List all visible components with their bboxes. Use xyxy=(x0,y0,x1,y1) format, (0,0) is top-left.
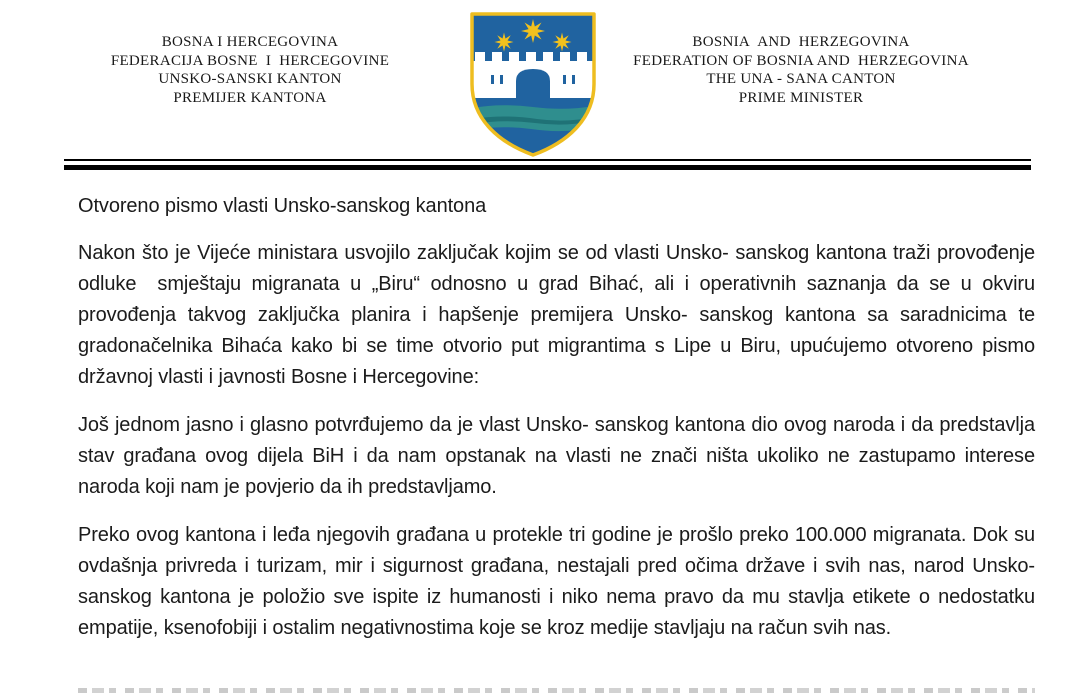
divider-thick-line xyxy=(64,165,1031,170)
header-line: FEDERATION OF BOSNIA AND HERZEGOVINA xyxy=(633,52,969,69)
header-left-bosnian xyxy=(64,33,436,107)
header-line: BOSNIA AND HERZEGOVINA xyxy=(692,34,910,50)
letter-body xyxy=(78,191,1035,661)
header-line: BOSNA I HERCEGOVINA xyxy=(161,34,339,50)
header-line: FEDERACIJA BOSNE I HERCEGOVINE xyxy=(110,52,390,69)
emblem-bridge-arch xyxy=(516,69,550,98)
coat-of-arms xyxy=(465,8,601,160)
header-line: UNSKO-SANSKI KANTON xyxy=(158,71,342,87)
header-line: PRIME MINISTER xyxy=(738,89,864,106)
clipped-next-line-top xyxy=(78,688,1035,693)
letter-title: Otvoreno pismo vlasti Unsko-sanskog kantona xyxy=(78,195,487,217)
header-line: PREMIJER KANTONA xyxy=(173,89,327,106)
header-divider xyxy=(64,159,1031,170)
divider-thin-line xyxy=(64,159,1031,161)
letter-paragraph: Preko ovog kantona i leđa njegovih građana u protekle tri godine je prošlo preko 100.000 migranata. Dok su ovdašnja privreda i turizam, mir i sigurnost građana, nestajali pred očima države i svih nas, narod Unsko- sanskog kantona je položio sve ispite iz humanosti i niko nema pravo da mu stavlja etikete o nedostatku empatije, ksenofobiji i ostalim negativnostima koje se kroz medije stavljaju na račun svih nas. xyxy=(78,524,1035,639)
letter-paragraph: Još jednom jasno i glasno potvrđujemo da je vlast Unsko- sanskog kantona dio ovog naroda i da predstavlja stav građana ovog dijela BiH i da nam opstanak na vlasti ne znači ništa ukoliko ne zastupamo interese naroda koji nam je povjerio da ih predstavljamo. xyxy=(78,414,1035,498)
header-right-english xyxy=(614,33,988,107)
header-line: THE UNA - SANA CANTON xyxy=(706,71,896,87)
letter-paragraph: Nakon što je Vijeće ministara usvojilo zaključak kojim se od vlasti Unsko- sanskog kantona traži provođenje odluke smještaju migranata u „Biru“ odnosno u grad Bihać, ali i operativnih saznanja da se u okviru provođenja takvog zaključka planira i hapšenje premijera Unsko- sanskog kantona sa saradnicima te gradonačelnika Bihaća kako bi se time otvorio put migrantima s Lipe u Biru, upućujemo otvoreno pismo državnoj vlasti i javnosti Bosne i Hercegovine: xyxy=(78,242,1035,388)
